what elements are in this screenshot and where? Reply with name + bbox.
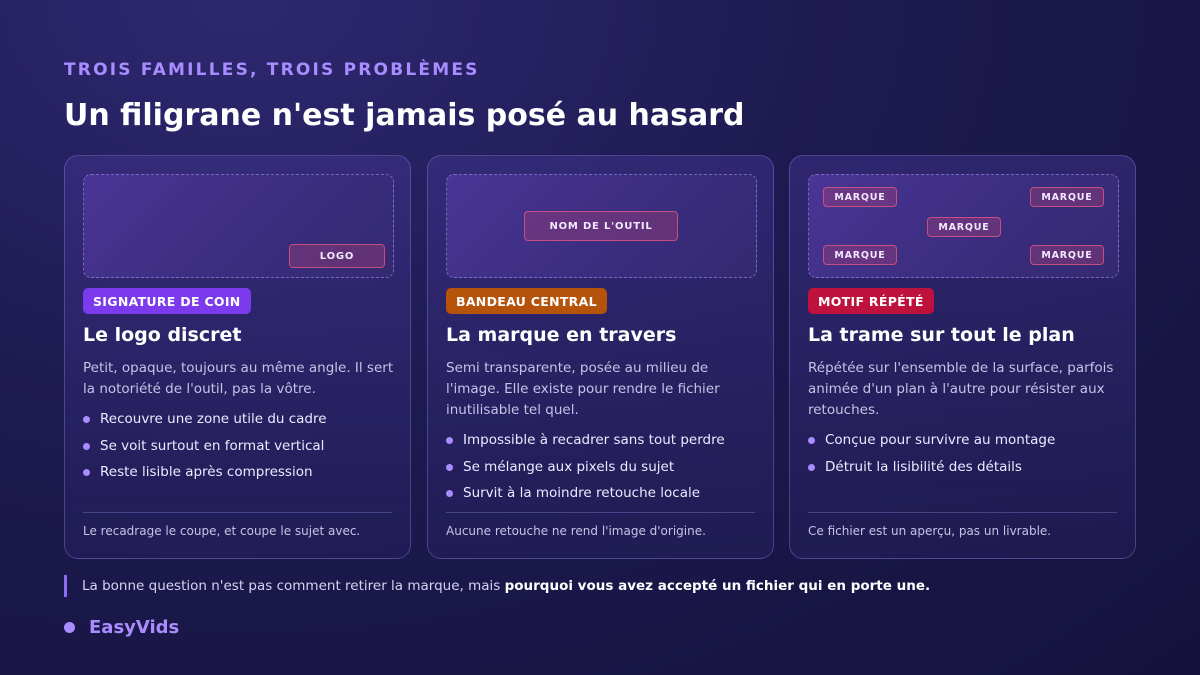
- watermark-brand: MARQUE: [927, 217, 1001, 237]
- watermark-brand: MARQUE: [823, 187, 897, 207]
- list-item: Se voit surtout en format vertical: [83, 433, 327, 460]
- bullet-dot: [446, 464, 453, 471]
- cards-row: [64, 155, 1136, 559]
- bullet-list: [808, 427, 1055, 480]
- card-footnote: Le recadrage le coupe, et coupe le sujet avec.: [83, 524, 361, 538]
- list-item: Reste lisible après compression: [83, 459, 327, 486]
- card-footnote: Aucune retouche ne rend l'image d'origine.: [446, 524, 706, 538]
- list-item: Détruit la lisibilité des détails: [808, 454, 1055, 481]
- bullet-dot: [446, 490, 453, 497]
- category-badge: MOTIF RÉPÉTÉ: [808, 288, 934, 314]
- card-description: Petit, opaque, toujours au même angle. Il sert la notoriété de l'outil, pas la vôtre.: [83, 360, 394, 397]
- brand-name: EasyVids: [89, 617, 180, 638]
- bullet-dot: [808, 464, 815, 471]
- preview-frame: [808, 174, 1119, 278]
- page-title: Un filigrane n'est jamais posé au hasard: [64, 98, 745, 133]
- category-badge: SIGNATURE DE COIN: [83, 288, 251, 314]
- bullet-dot: [83, 416, 90, 423]
- quote-text: La bonne question n'est pas comment retirer la marque, mais: [82, 578, 505, 594]
- quote-emphasis: pourquoi vous avez accepté un fichier qui en porte une.: [504, 578, 931, 594]
- brand-dot-icon: [64, 622, 75, 633]
- list-item: Se mélange aux pixels du sujet: [446, 454, 725, 481]
- bullet-dot: [446, 437, 453, 444]
- bullet-list: [83, 406, 327, 486]
- card-divider: [808, 512, 1117, 513]
- card-description: Répétée sur l'ensemble de la surface, parfois animée d'un plan à l'autre pour résister aux retouches.: [808, 360, 1114, 418]
- card-title: La trame sur tout le plan: [808, 324, 1075, 346]
- preview-frame: [83, 174, 394, 278]
- card-divider: [446, 512, 755, 513]
- card-central-banner: [427, 155, 774, 559]
- preview-frame: [446, 174, 757, 278]
- closing-quote: [64, 575, 930, 597]
- watermark-brand: MARQUE: [1030, 245, 1104, 265]
- card-title: La marque en travers: [446, 324, 677, 346]
- list-item: Recouvre une zone utile du cadre: [83, 406, 327, 433]
- watermark-brand: MARQUE: [1030, 187, 1104, 207]
- card-title: Le logo discret: [83, 324, 242, 346]
- card-divider: [83, 512, 392, 513]
- list-item: Conçue pour survivre au montage: [808, 427, 1055, 454]
- eyebrow-label: TROIS FAMILLES, TROIS PROBLÈMES: [64, 60, 480, 80]
- card-description: Semi transparente, posée au milieu de l'image. Elle existe pour rendre le fichier inutilisable tel quel.: [446, 360, 720, 418]
- watermark-brand: MARQUE: [823, 245, 897, 265]
- bullet-dot: [808, 437, 815, 444]
- watermark-tool-name: NOM DE L'OUTIL: [524, 211, 678, 241]
- bullet-dot: [83, 443, 90, 450]
- card-corner-signature: [64, 155, 411, 559]
- category-badge: BANDEAU CENTRAL: [446, 288, 607, 314]
- bullet-list: [446, 427, 725, 507]
- list-item: Impossible à recadrer sans tout perdre: [446, 427, 725, 454]
- bullet-dot: [83, 469, 90, 476]
- list-item: Survit à la moindre retouche locale: [446, 480, 725, 507]
- card-footnote: Ce fichier est un aperçu, pas un livrable.: [808, 524, 1052, 538]
- watermark-logo: LOGO: [289, 244, 385, 268]
- card-repeated-pattern: [789, 155, 1136, 559]
- brand-logo: [64, 617, 179, 638]
